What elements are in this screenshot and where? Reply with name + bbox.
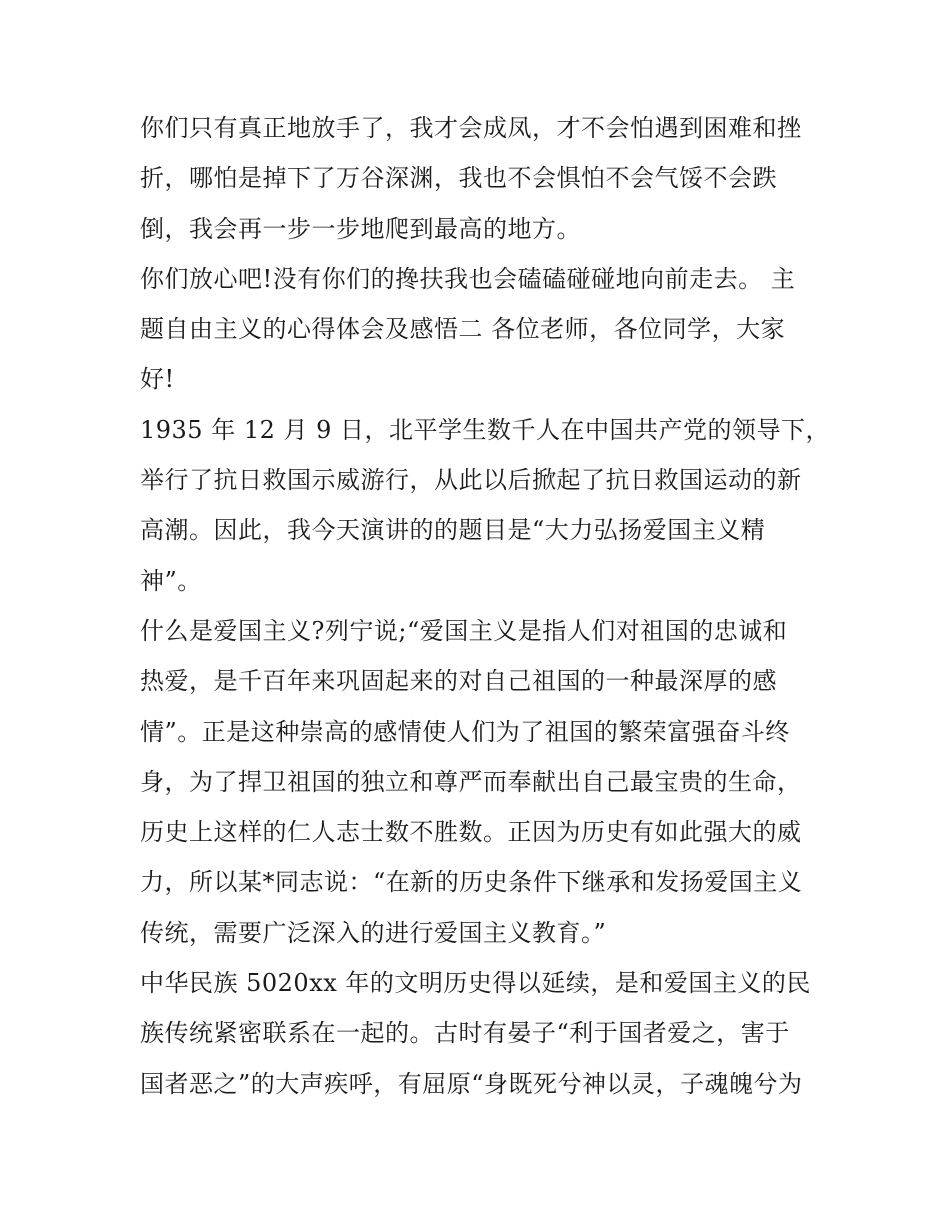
document-body: [140, 103, 840, 1109]
text-line: 好!: [140, 365, 175, 394]
text-line: 什么是爱国主义?列宁说;“爱国主义是指人们对祖国的忠诚和: [140, 616, 788, 645]
text-line: 热爱，是千百年来巩固起来的对自己祖国的一种最深厚的感: [140, 667, 777, 696]
text-line: 举行了抗日救国示威游行，从此以后掀起了抗日救国运动的新: [140, 466, 802, 495]
text-line: 族传统紧密联系在一起的。古时有晏子“利于国者爱之，害于: [140, 1019, 790, 1048]
text-line: 折，哪怕是掉下了万谷深渊，我也不会惧怕不会气馁不会跌: [140, 164, 777, 193]
text-line: 历史上这样的仁人志士数不胜数。正因为历史有如此强大的威: [140, 818, 802, 847]
text-line: 你们只有真正地放手了，我才会成凤，才不会怕遇到困难和挫: [140, 114, 802, 142]
text-line: 传统，需要广泛深入的进行爱国主义教育。”: [140, 918, 607, 947]
text-line: 中华民族 5020xx 年的文明历史得以延续，是和爱国主义的民: [140, 969, 811, 998]
text-line: 高潮。因此，我今天演讲的的题目是“大力弘扬爱国主义精: [140, 516, 766, 545]
text-line: 倒，我会再一步一步地爬到最高的地方。: [140, 214, 581, 243]
text-line: 题自由主义的心得体会及感悟二 各位老师，各位同学，大家: [140, 315, 786, 344]
text-line: 神”。: [140, 566, 202, 595]
text-line: 情”。正是这种崇高的感情使人们为了祖国的繁荣富强奋斗终: [140, 717, 790, 746]
text-line: 力，所以某*同志说：“在新的历史条件下继承和发扬爱国主义: [140, 868, 803, 897]
text-line: 身，为了捍卫祖国的独立和尊严而奉献出自己最宝贵的生命，: [140, 767, 802, 796]
text-line: 1935 年 12 月 9 日，北平学生数千人在中国共产党的领导下，: [140, 415, 831, 444]
text-line: 国者恶之”的大声疾呼，有屈原“身既死兮神以灵，子魂魄兮为: [140, 1069, 803, 1098]
text-line: 你们放心吧!没有你们的搀扶我也会磕磕碰碰地向前走去。 主: [140, 264, 796, 293]
